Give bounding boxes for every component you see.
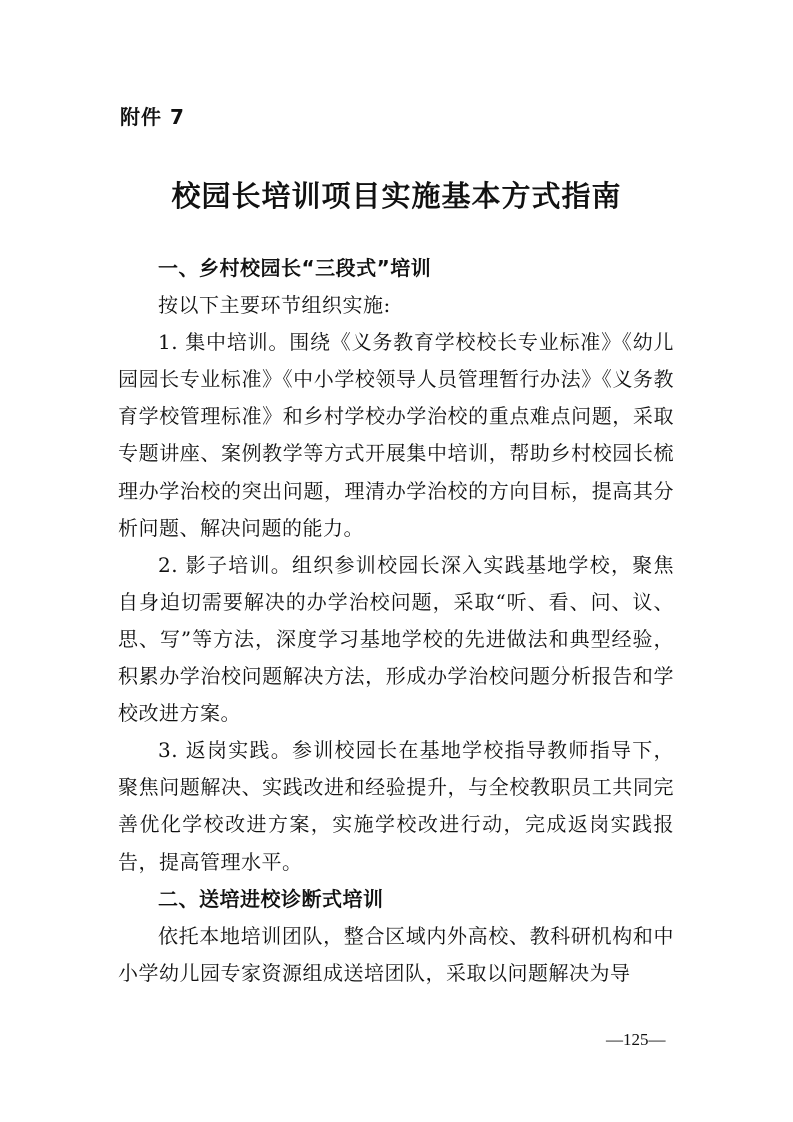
paragraph: 按以下主要环节组织实施: (158, 293, 391, 318)
paragraph: 3. 返岗实践。参训校园长在基地学校指导教师指导下，聚焦问题解决、实践改进和经验提升，与全校教职员工共同完善优化学校改进方案，实施学校改进行动，完成返岗实践报告，提高管理水平。 (118, 738, 674, 874)
paragraph: 依托本地培训团队，整合区域内外高校、教科研机构和中小学幼儿园专家资源组成送培团队，采取以问题解决为导 (118, 923, 674, 985)
paragraph: 1. 集中培训。围绕《义务教育学校校长专业标准》《幼儿园园长专业标准》《中小学校领导人员管理暂行办法》《义务教育学校管理标准》和乡村学校办学治校的重点难点问题，采取专题讲座、案例教学等方式开展集中培训，帮助乡村校园长梳理办学治校的突出问题，理清办学治校的方向目标，提高其分析问题、解决问题的能力。 (118, 330, 674, 540)
section-heading: 一、乡村校园长“三段式”培训 (158, 256, 432, 280)
page-number: —125— (606, 1030, 666, 1049)
document-body (118, 250, 674, 992)
document-title: 校园长培训项目实施基本方式指南 (171, 179, 622, 213)
attachment-label: 附件 7 (120, 105, 185, 129)
paragraph: 2. 影子培训。组织参训校园长深入实践基地学校，聚焦自身迫切需要解决的办学治校问题，采取“听、看、问、议、思、写”等方法，深度学习基地学校的先进做法和典型经验，积累办学治校问题解决方法，形成办学治校问题分析报告和学校改进方案。 (118, 552, 674, 726)
section-heading: 二、送培进校诊断式培训 (158, 886, 384, 911)
